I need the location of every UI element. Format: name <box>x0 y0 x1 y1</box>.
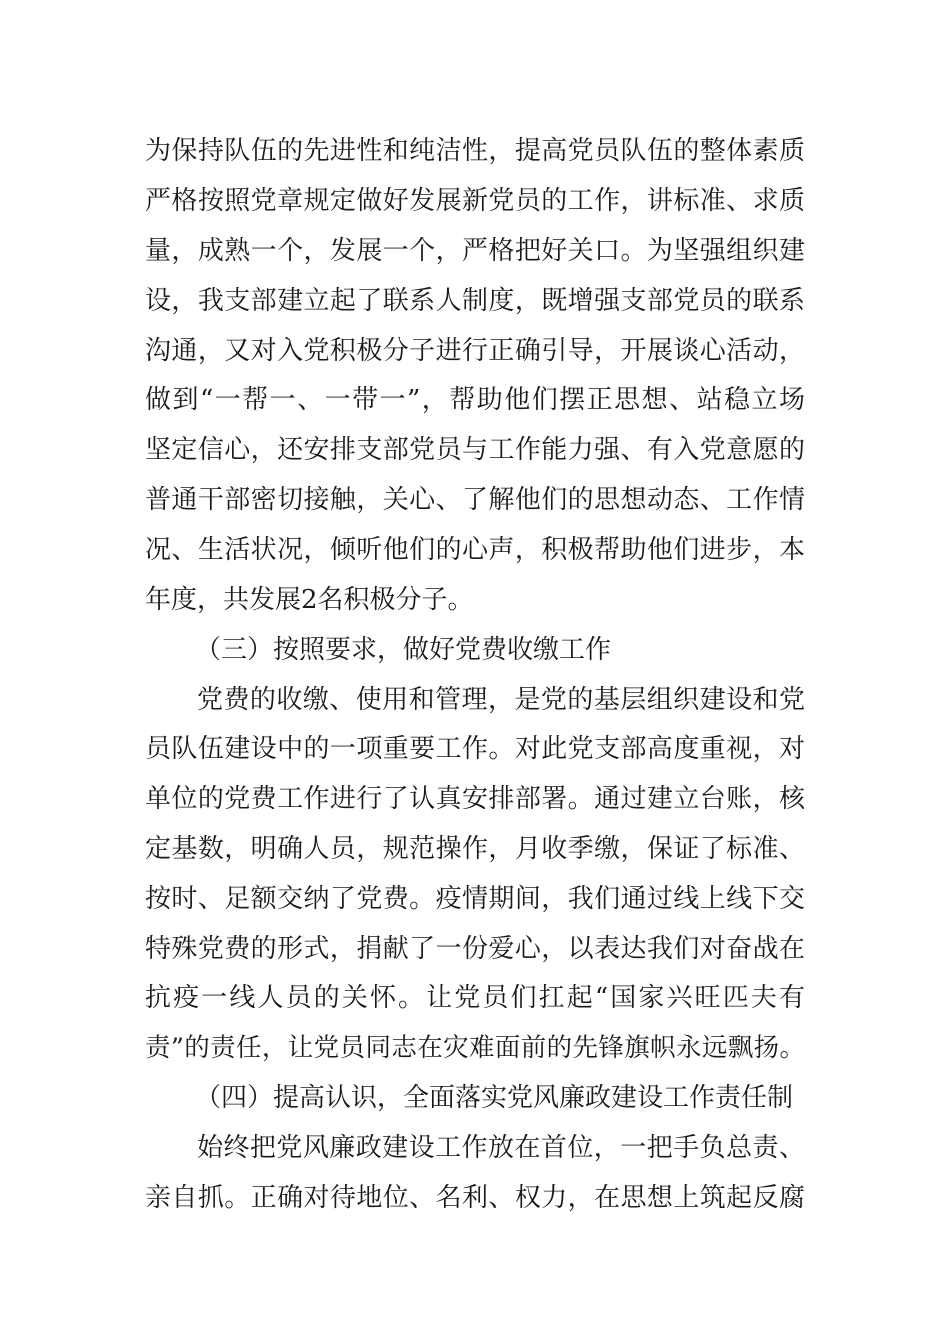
paragraph-line: 单位的党费工作进行了认真安排部署。通过建立台账，核 <box>145 784 805 814</box>
paragraph-line: 按时、足额交纳了党费。疫情期间，我们通过线上线下交 <box>145 884 805 914</box>
paragraph-line: 设，我支部建立起了联系人制度，既增强支部党员的联系 <box>145 286 805 316</box>
paragraph-line: 严格按照党章规定做好发展新党员的工作，讲标准、求质 <box>145 186 805 216</box>
paragraph-line: 亲自抓。正确对待地位、名利、权力，在思想上筑起反腐 <box>145 1183 805 1213</box>
paragraph-line: 始终把党风廉政建设工作放在首位，一把手负总责、 <box>197 1133 805 1163</box>
paragraph-line: 量，成熟一个，发展一个，严格把好关口。为坚强组织建 <box>145 236 805 266</box>
paragraph-line: 坚定信心，还安排支部党员与工作能力强、有入党意愿的 <box>145 435 805 465</box>
paragraph-line: 年度，共发展2名积极分子。 <box>145 585 474 615</box>
paragraph-line: 抗疫一线人员的关怀。让党员们扛起“国家兴旺匹夫有 <box>145 983 805 1013</box>
paragraph-line: 责”的责任，让党员同志在灾难面前的先锋旗帜永远飘扬。 <box>145 1033 805 1063</box>
paragraph-line: 做到“一帮一、一带一”，帮助他们摆正思想、站稳立场 <box>145 385 805 415</box>
paragraph-line: 沟通，又对入党积极分子进行正确引导，开展谈心活动， <box>145 336 805 366</box>
paragraph-line: 定基数，明确人员，规范操作，月收季缴，保证了标准、 <box>145 834 805 864</box>
paragraph-line: 普通干部密切接触，关心、了解他们的思想动态、工作情 <box>145 485 805 515</box>
paragraph-line: 员队伍建设中的一项重要工作。对此党支部高度重视，对 <box>145 734 805 764</box>
paragraph-line: 况、生活状况，倾听他们的心声，积极帮助他们进步，本 <box>145 535 805 565</box>
section-heading: （三）按照要求，做好党费收缴工作 <box>195 635 612 665</box>
section-heading: （四）提高认识，全面落实党风廉政建设工作责任制 <box>195 1083 794 1113</box>
paragraph-line: 党费的收缴、使用和管理，是党的基层组织建设和党 <box>197 685 805 715</box>
paragraph-line: 为保持队伍的先进性和纯洁性，提高党员队伍的整体素质 <box>145 136 805 166</box>
paragraph-line: 特殊党费的形式，捐献了一份爱心，以表达我们对奋战在 <box>145 934 805 964</box>
